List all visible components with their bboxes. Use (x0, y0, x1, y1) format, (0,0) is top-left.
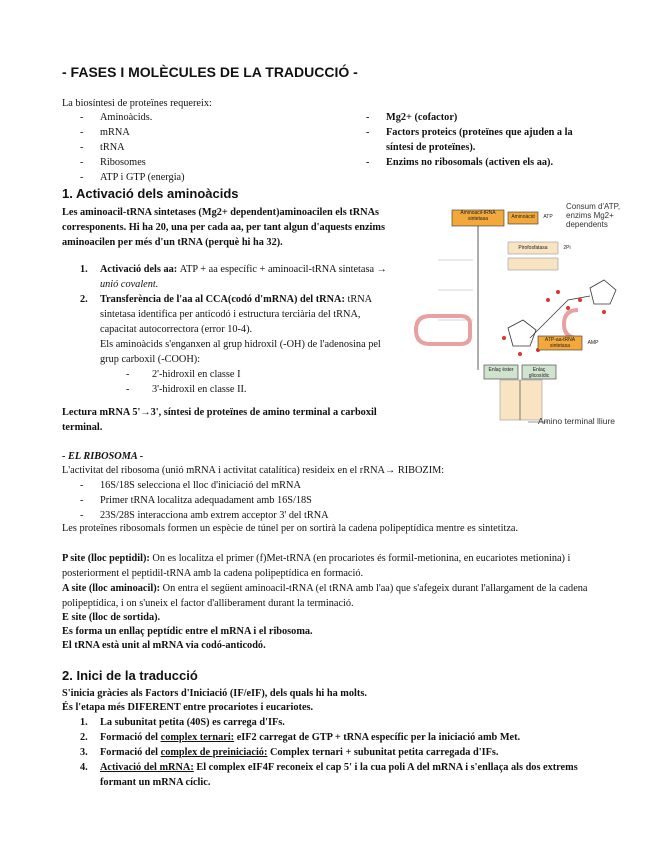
list-item: - 16S/18S selecciona el lloc d'iniciació del mRNA (62, 478, 582, 493)
ribosome-list (62, 478, 582, 523)
ribosome-line1: L'activitat del ribosoma (unió mRNA i activitat catalítica) resideix en el rRNA→ RIBOZIM: (62, 465, 445, 476)
section2-heading: 2. Inici de la traducció (62, 668, 198, 683)
figure-box: Aminoacil-tRNA sintetasa (460, 210, 496, 222)
aminoacylation-figure (408, 200, 623, 430)
step-2: 2. Transferència de l'aa al CCA(codó d'mRNA) del tRNA: tRNA sintetasa identifica per anticodó i estructura terciària del tRNA, capacitat autocorrectora (error 10-4). Els aminoàcids s'enganxen al grup hidroxil (-OH) de l'adenosina pel grup carboxil (-COOH): (80, 294, 381, 365)
list-item: - Mg2+ (cofactor) (348, 110, 596, 125)
list-item: - mRNA (62, 125, 342, 140)
section2-line2: És l'etapa més DIFERENT entre procariotes i eucariotes. (62, 702, 314, 713)
ribosome-line2: Les proteïnes ribosomals formen un espècie de túnel per on sortirà la cadena polipeptídica mentre es sintetitza. (62, 523, 519, 534)
figure-box: ATP-aa-tRNA sintetasa (544, 337, 576, 349)
figure-amino-label: Amino terminal lliure (538, 416, 615, 426)
activation-steps (62, 262, 397, 397)
figure-consum-label: Consum d'ATP, enzims Mg2+ dependents (566, 202, 621, 229)
lectura-text: Lectura mRNA 5'→3', síntesi de proteïnes de amino terminal a carboxil terminal. (62, 407, 377, 433)
enllac-text: Es forma un enllaç peptídic entre el mRNA i el ribosoma. (62, 626, 313, 637)
intro-text: La biosíntesi de proteïnes requereix: (62, 98, 212, 109)
e-site-text: E site (lloc de sortida). (62, 612, 161, 623)
class-item: - 2'-hidroxil en classe I (62, 367, 397, 382)
init-step-3: 3. Formació del complex de preiniciació: Complex ternari + subunitat petita carregada d'IFs. (80, 747, 499, 758)
init-step-2: 2. Formació del complex ternari: eIF2 carregat de GTP + tRNA específic per la iniciació amb Met. (80, 732, 521, 743)
list-item: - ATP i GTP (energia) (62, 170, 342, 185)
initiation-steps (62, 715, 592, 790)
figure-box: Enlaç èster (488, 367, 514, 373)
trna-text: El tRNA està unit al mRNA via codó-anticodó. (62, 640, 266, 651)
figure-box: Enlaç glicosídic (528, 367, 550, 379)
list-item: - 23S/28S interacciona amb extrem acceptor 3' del tRNA (62, 508, 582, 523)
page-title: - FASES I MOLÈCULES DE LA TRADUCCIÓ - (62, 64, 358, 80)
init-step-4: 4. Activació del mRNA: El complex eIF4F reconeix el cap 5' i la cua poli A del mRNA i s'enllaça als dos extrems formant un mRNA cíclic. (80, 762, 578, 788)
list-item: - Factors proteics (proteïnes que ajuden a la síntesi de proteïnes). (348, 125, 596, 155)
init-step-1: 1. La subunitat petita (40S) es carrega d'IFs. (80, 717, 285, 728)
section2-line1: S'inicia gràcies als Factors d'Iniciació (IF/eIF), dels quals hi ha molts. (62, 688, 367, 699)
figure-box: Aminoàcid (511, 214, 535, 220)
section1-para: Les aminoacil-tRNA sintetases (Mg2+ dependent)aminoacilen els tRNAs corresponents. Hi ha 20, una per cada aa, per tant algun d'aquests enzims aminoacilen per més d'un tRNA (perquè hi ha 32). (62, 207, 385, 248)
list-item: - Primer tRNA localitza adequadament amb 16S/18S (62, 493, 582, 508)
figure-box: Pirofosfatasa (518, 245, 548, 251)
list-item: - Aminoàcids. (62, 110, 342, 125)
ribosome-heading: - EL RIBOSOMA - (62, 451, 144, 462)
class-item: - 3'-hidroxil en classe II. (62, 382, 397, 397)
section1-heading: 1. Activació dels aminoàcids (62, 186, 239, 201)
list-item: - Enzims no ribosomals (activen els aa). (348, 155, 596, 170)
figure-box: 2Pi (563, 245, 571, 251)
a-site-text: A site (lloc aminoacil): On entra el següent aminoacil-tRNA (el tRNA amb l'aa) que s'afegeix durant l'allargament de la cadena polipeptídica, i on s'uneix el factor d'alliberament durant la terminació. (62, 583, 588, 609)
list-item: - tRNA (62, 140, 342, 155)
requirements-left-list (62, 110, 342, 185)
p-site-text: P site (lloc peptidil): On es localitza el primer (f)Met-tRNA (en procariotes és formil-metionina, en eucariotes metionina) i posteriorment el peptidil-tRNA amb la cadena polipeptídica en formació. (62, 553, 571, 579)
requirements-right-list (348, 110, 596, 170)
aminoacylation-diagram (408, 200, 623, 430)
figure-box: AMP (587, 340, 599, 346)
step-1: 1. Activació dels aa: ATP + aa específic + aminoacil-tRNA sintetasa → unió covalent. (80, 264, 387, 290)
figure-box: ATP (543, 214, 553, 220)
list-item: - Ribosomes (62, 155, 342, 170)
